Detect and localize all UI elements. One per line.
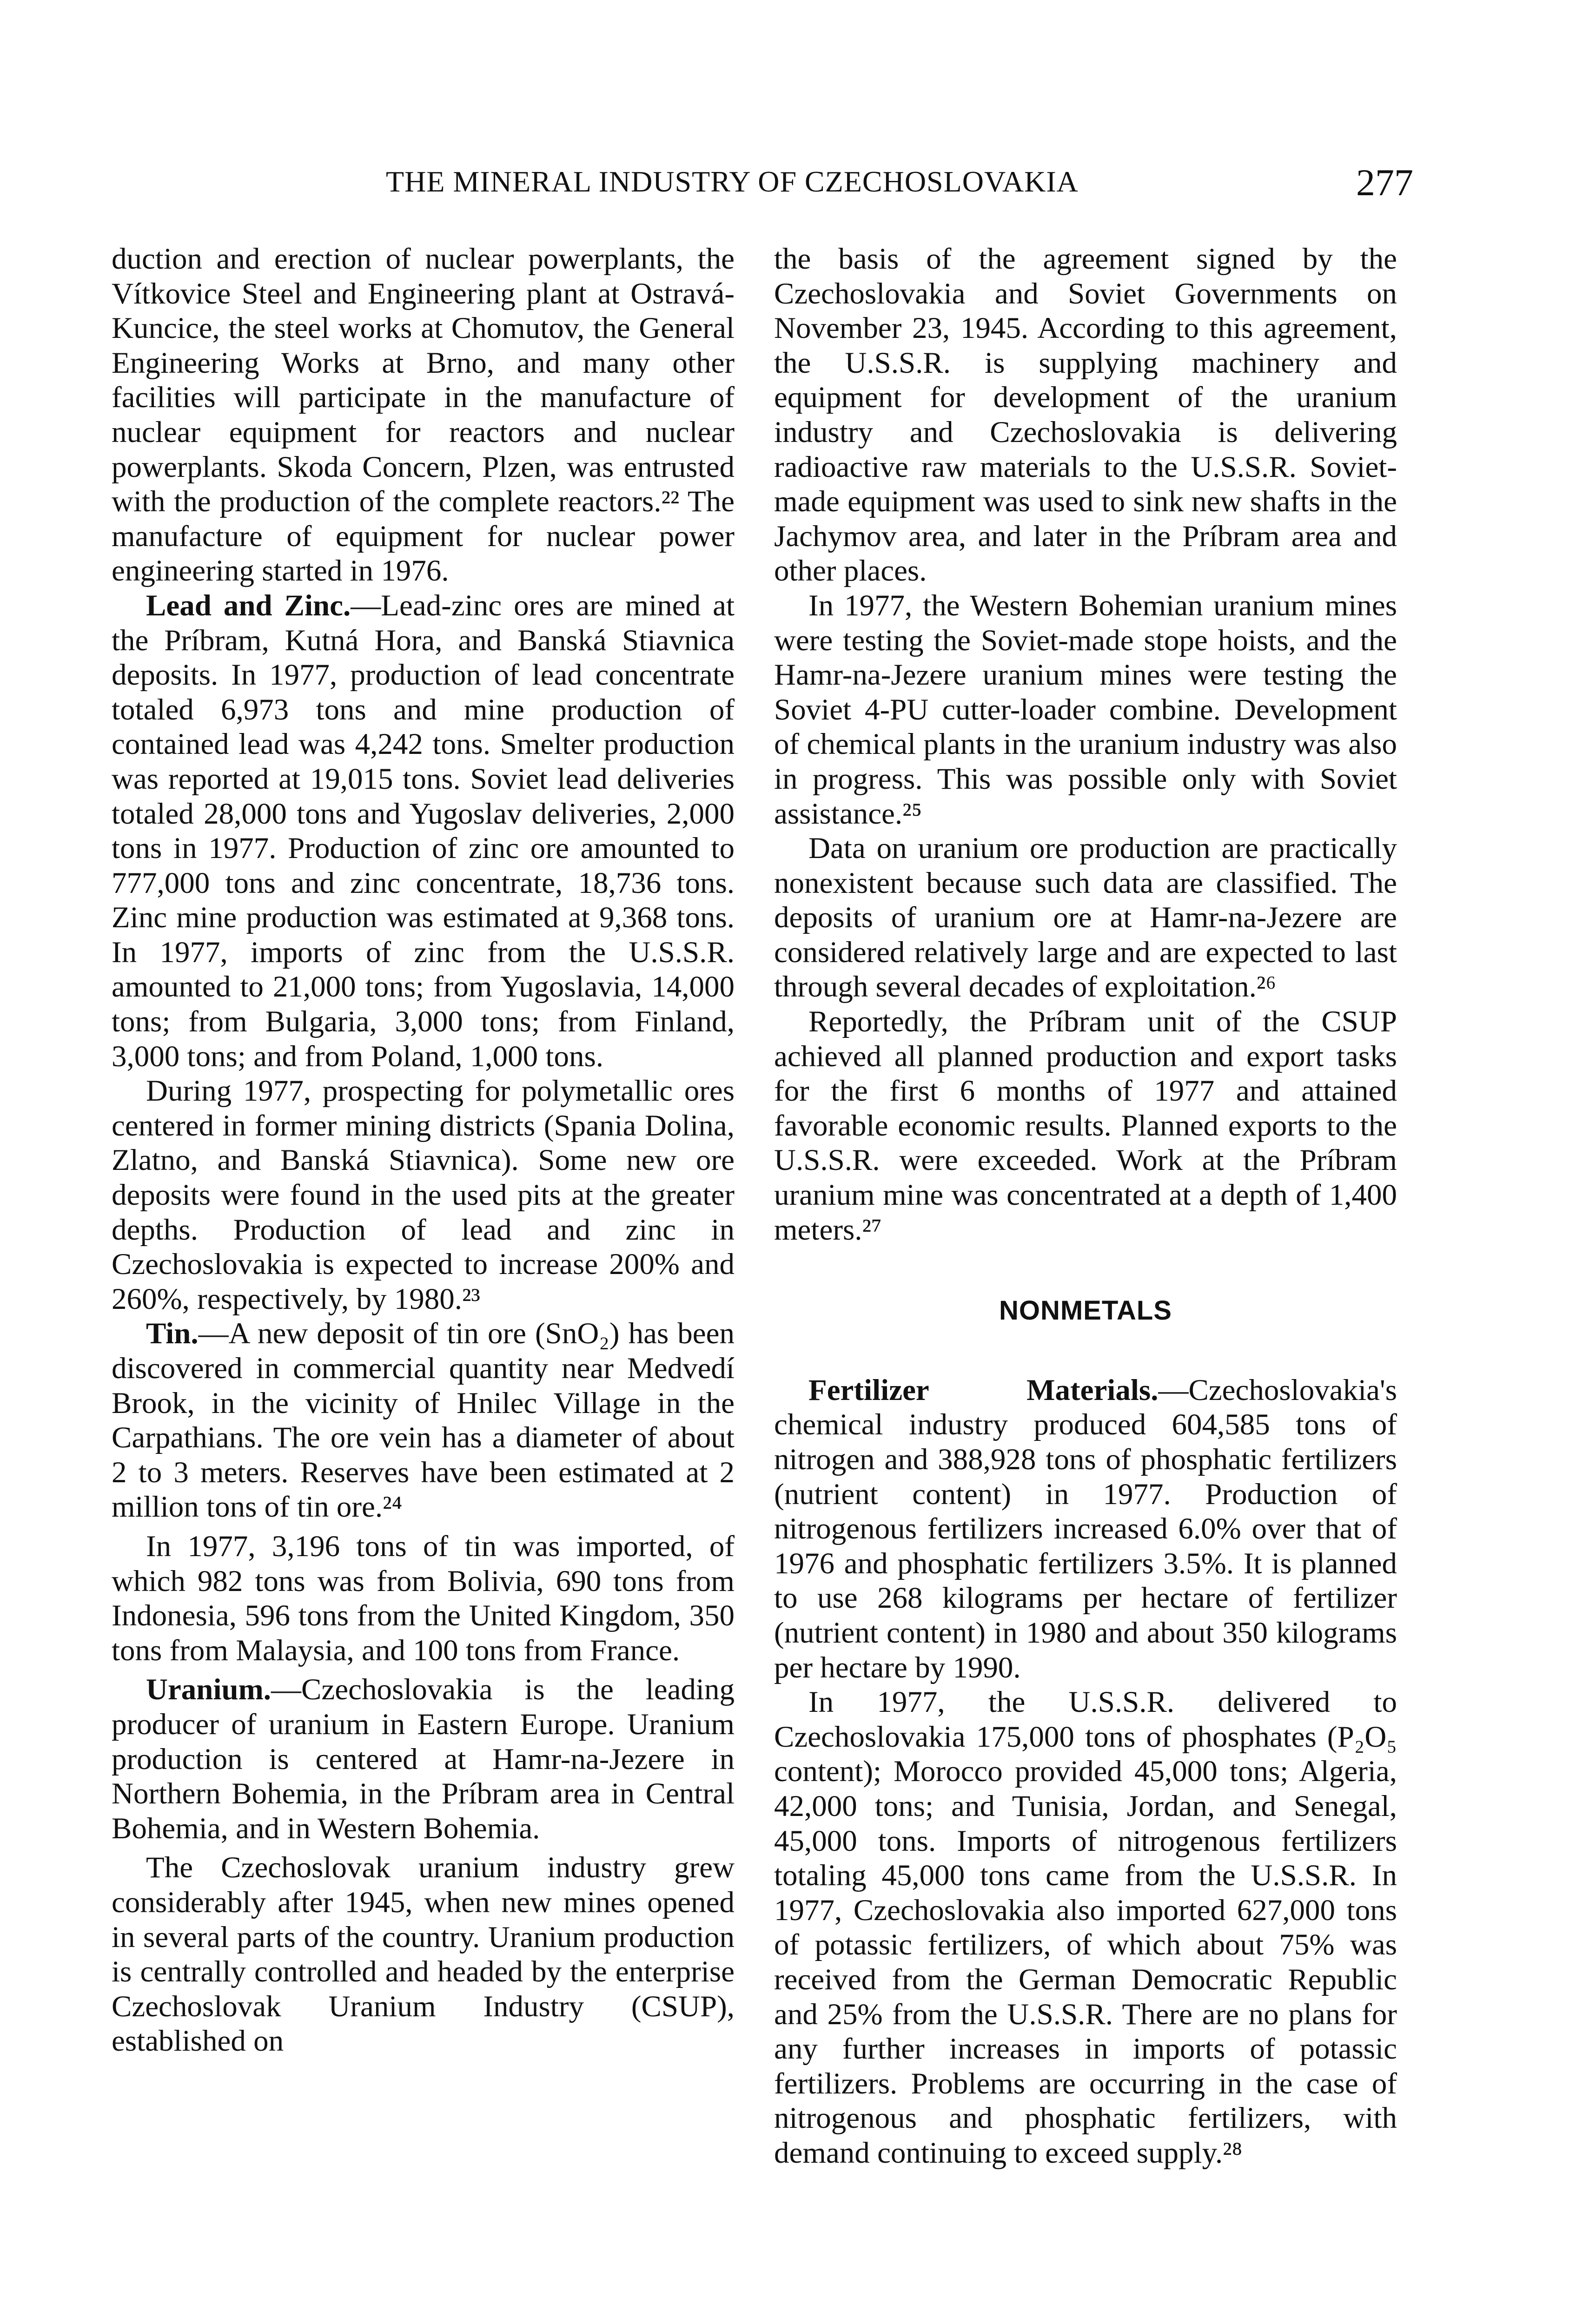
left-column (112, 242, 735, 2059)
paragraph-fertilizer (774, 1373, 1397, 1685)
paragraph-western-bohemia: In 1977, the Western Bohemian uranium mines were testing the Soviet-made stope hoists, and the Hamr-na-Jezere uranium mines were testing the Soviet 4-PU cutter-loader combine. Development of chemical plants in the uranium industry was also in progress. This was possible only with Soviet assistance.²⁵ (774, 588, 1397, 831)
paragraph-pribram-unit: Reportedly, the Príbram unit of the CSUP achieved all planned production and export tasks for the first 6 months of 1977 and attained favorable economic results. Planned exports to the U.S.S.R. were exceeded. Work at the Príbram uranium mine was concentrated at a depth of 1,400 meters.²⁷ (774, 1005, 1397, 1247)
section-heading-nonmetals: NONMETALS (999, 1295, 1172, 1326)
right-column (774, 242, 1397, 2170)
paragraph-phosphates: In 1977, the U.S.S.R. delivered to Czechoslovakia 175,000 tons of phosphates (P₂O₅ content); Morocco provided 45,000 tons; Algeria, 42,000 tons; and Tunisia, Jordan, and Senegal, 45,000 tons. Imports of nitrogenous fertilizers totaling 45,000 tons came from the U.S.S.R. In 1977, Czechoslovakia also imported 627,000 tons of potassic fertilizers, of which about 75% was received from the German Democratic Republic and 25% from the U.S.S.R. There are no plans for any further increases in imports of potassic fertilizers. Problems are occurring in the case of nitrogenous and phosphatic fertilizers, with demand continuing to exceed supply.²⁸ (774, 1685, 1397, 2170)
tin-heading: Tin. (146, 1317, 199, 1351)
paragraph-soviet-agreement: the basis of the agreement signed by the Czechoslovakia and Soviet Governments on November 23, 1945. According to this agreement, the U.S.S.R. is supplying machinery and equipment for development of the uranium industry and Czechoslovakia is delivering radioactive raw materials to the U.S.S.R. Soviet-made equipment was used to sink new shafts in the Jachymov area, and later in the Príbram area and other places. (774, 242, 1397, 588)
fertilizer-heading: Fertilizer Materials. (808, 1373, 1159, 1407)
paragraph-tin (112, 1316, 735, 1525)
paragraph-uranium-data: Data on uranium ore production are practically nonexistent because such data are classified. The deposits of uranium ore at Hamr-na-Jezere are considered relatively large and are expected to last through several decades of exploitation.²⁶ (774, 832, 1397, 1004)
running-title: THE MINERAL INDUSTRY OF CZECHOSLOVAKIA (386, 165, 1079, 198)
paragraph-tin-imports: In 1977, 3,196 tons of tin was imported, of which 982 tons was from Bolivia, 690 tons from Indonesia, 596 tons from the United Kingdom, 350 tons from Malaysia, and 100 tons from France. (112, 1529, 735, 1667)
paragraph-uranium-industry: The Czechoslovak uranium industry grew considerably after 1945, when new mines opened in several parts of the country. Uranium production is centrally controlled and headed by the enterprise Czechoslovak Uranium Industry (CSUP), established on (112, 1851, 735, 2058)
tin-text: —A new deposit of tin ore (SnO₂) has been discovered in commercial quantity near Medvedí Brook, in the vicinity of Hnilec Village in the Carpathians. The ore vein has a diameter of about 2 to 3 meters. Reserves have been estimated at 2 million tons of tin ore.²⁴ (112, 1317, 735, 1524)
paragraph-nuclear-equipment: duction and erection of nuclear powerplants, the Vítkovice Steel and Engineering plant at Ostravá-Kuncice, the steel works at Chomutov, the General Engineering Works at Brno, and many other facilities will participate in the manufacture of nuclear equipment for reactors and nuclear powerplants. Skoda Concern, Plzen, was entrusted with the production of the complete reactors.²² The manufacture of equipment for nuclear power engineering started in 1976. (112, 242, 735, 588)
page-number: 277 (1356, 161, 1413, 204)
paragraph-polymetallic: During 1977, prospecting for polymetallic ores centered in former mining districts (Spania Dolina, Zlatno, and Banská Stiavnica). Some new ore deposits were found in the used pits at the greater depths. Production of lead and zinc in Czechoslovakia is expected to increase 200% and 260%, respectively, by 1980.²³ (112, 1074, 735, 1316)
lead-zinc-heading: Lead and Zinc. (146, 588, 351, 622)
paragraph-lead-zinc (112, 588, 735, 1074)
fertilizer-text: —Czechoslovakia's chemical industry produced 604,585 tons of nitrogen and 388,928 tons of phosphatic fertilizers (nutrient content) in 1977. Production of nitrogenous fertilizers increased 6.0% over that of 1976 and phosphatic fertilizers 3.5%. It is planned to use 268 kilograms per hectare of fertilizer (nutrient content) in 1980 and about 350 kilograms per hectare by 1990. (774, 1373, 1397, 1684)
page-header (93, 161, 1413, 217)
uranium-heading: Uranium. (146, 1673, 271, 1707)
uranium-text: —Czechoslovakia is the leading producer of uranium in Eastern Europe. Uranium production is centered at Hamr-na-Jezere in Northern Bohemia, in the Príbram area in Central Bohemia, and in Western Bohemia. (112, 1673, 735, 1845)
paragraph-uranium (112, 1672, 735, 1846)
lead-zinc-text: —Lead-zinc ores are mined at the Príbram, Kutná Hora, and Banská Stiavnica deposits. In 1977, production of lead concentrate totaled 6,973 tons and mine production of contained lead was 4,242 tons. Smelter production was reported at 19,015 tons. Soviet lead deliveries totaled 28,000 tons and Yugoslav deliveries, 2,000 tons in 1977. Production of zinc ore amounted to 777,000 tons and zinc concentrate, 18,736 tons. Zinc mine production was estimated at 9,368 tons. In 1977, imports of zinc from the U.S.S.R. amounted to 21,000 tons; from Yugoslavia, 14,000 tons; from Bulgaria, 3,000 tons; from Finland, 3,000 tons; and from Poland, 1,000 tons. (112, 588, 735, 1073)
